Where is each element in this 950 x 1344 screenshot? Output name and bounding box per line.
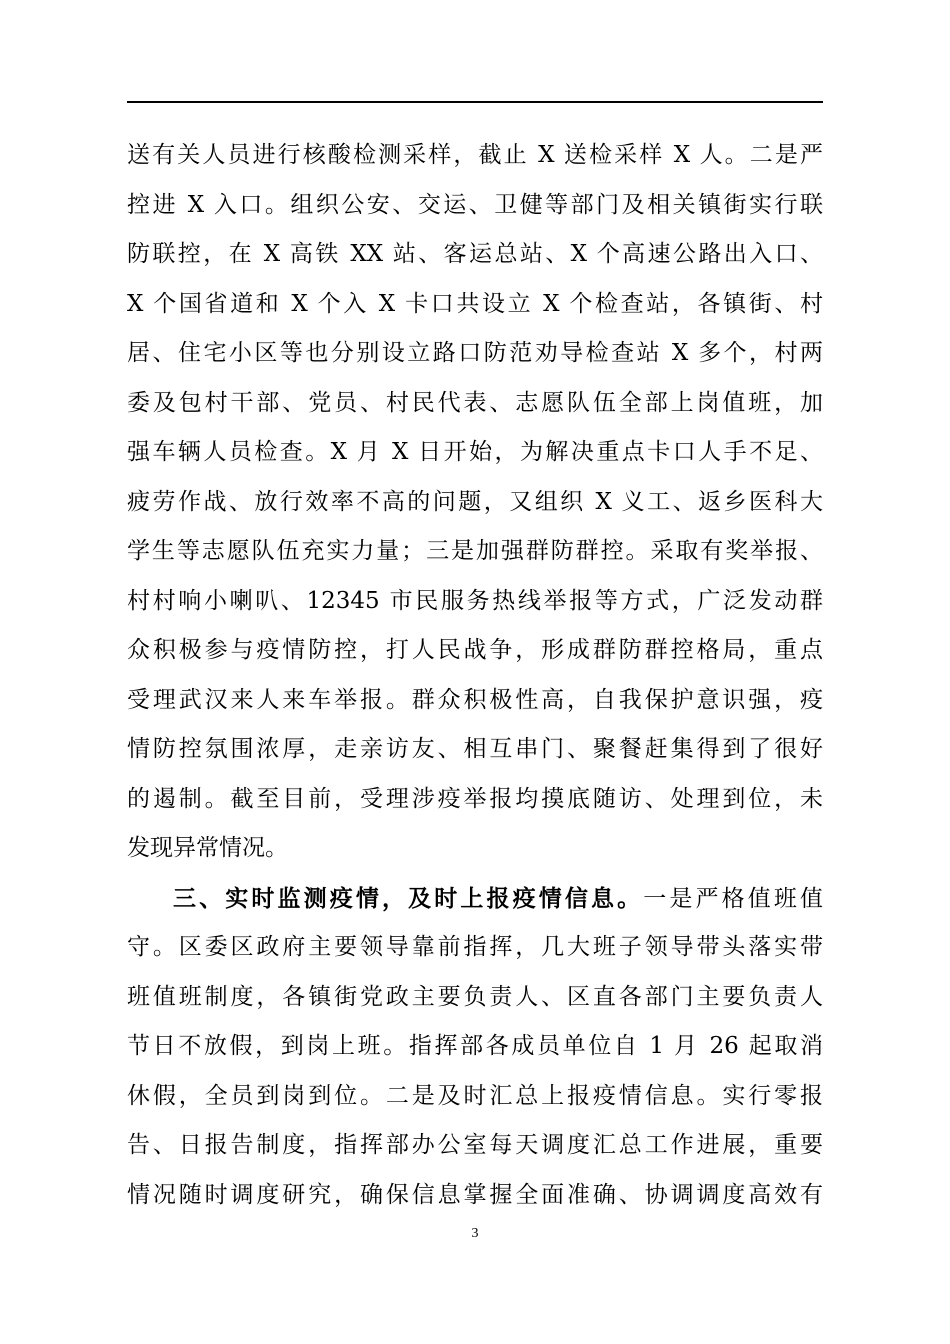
text-line: 学生等志愿队伍充实力量；三是加强群防群控。采取有奖举报、: [127, 538, 823, 564]
text-line: 告、日报告制度，指挥部办公室每天调度汇总工作进展，重要: [127, 1132, 823, 1158]
text-line: 居、住宅小区等也分别设立路口防范劝导检查站 X 多个，村两: [127, 340, 823, 366]
text-line: 班值班制度，各镇街党政主要负责人、区直各部门主要负责人: [127, 983, 823, 1010]
text-line: 情况随时调度研究，确保信息掌握全面准确、协调调度高效有: [127, 1181, 823, 1208]
text-line: 送有关人员进行核酸检测采样，截止 X 送检采样 X 人。二是严: [127, 142, 823, 168]
text-line: 委及包村干部、党员、村民代表、志愿队伍全部上岗值班，加: [127, 389, 823, 416]
text-line: 防联控，在 X 高铁 XX 站、客运总站、X 个高速公路出入口、: [127, 241, 823, 267]
text-line: 众积极参与疫情防控，打人民战争，形成群防群控格局，重点: [127, 637, 823, 663]
body-text: [127, 131, 823, 1220]
paragraph-2: [127, 874, 823, 1221]
text-line: 发现异常情况。: [127, 835, 288, 861]
text-line: 强车辆人员检查。X 月 X 日开始，为解决重点卡口人手不足、: [127, 439, 823, 465]
section-heading: 三、实时监测疫情，及时上报疫情信息。: [173, 884, 644, 912]
paragraph-1: [127, 131, 823, 874]
text-line: 控进 X 入口。组织公安、交运、卫健等部门及相关镇街实行联: [127, 191, 823, 218]
page-number: 3: [471, 1226, 479, 1241]
text-line: 村村响小喇叭、12345 市民服务热线举报等方式，广泛发动群: [127, 587, 823, 614]
text-line: 的遏制。截至目前，受理涉疫举报均摸底随访、处理到位，未: [127, 785, 823, 812]
text-line: 疲劳作战、放行效率不高的问题，又组织 X 义工、返乡医科大: [127, 488, 823, 515]
text-run: 一是严格值班值: [643, 885, 823, 912]
text-line: 受理武汉来人来车举报。群众积极性高，自我保护意识强，疫: [127, 686, 823, 713]
text-line: X 个国省道和 X 个入 X 卡口共设立 X 个检查站，各镇街、村: [127, 290, 823, 317]
text-line: 守。区委区政府主要领导靠前指挥，几大班子领导带头落实带: [127, 934, 823, 960]
text-line: 情防控氛围浓厚，走亲访友、相互串门、聚餐赶集得到了很好: [127, 736, 823, 762]
text-line: 节日不放假，到岗上班。指挥部各成员单位自 1 月 26 起取消: [127, 1033, 823, 1059]
header-rule: [127, 101, 823, 103]
text-line: 休假，全员到岗到位。二是及时汇总上报疫情信息。实行零报: [127, 1082, 823, 1109]
paragraph-first-line: [127, 874, 823, 924]
